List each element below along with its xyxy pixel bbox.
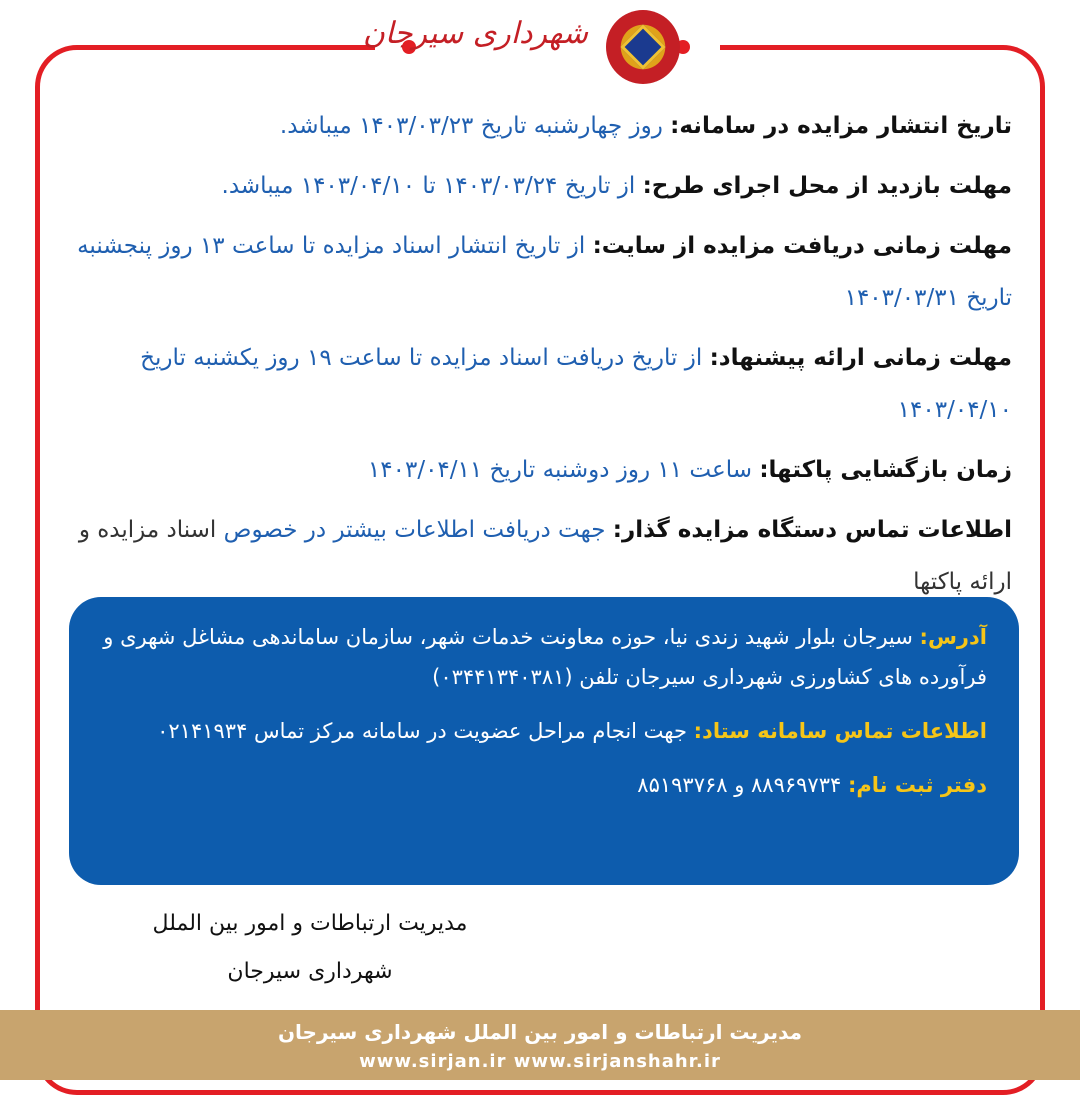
office-block (101, 765, 987, 805)
item-value: روز چهارشنبه تاریخ ۱۴۰۳/۰۳/۲۳ میباشد. (279, 113, 663, 139)
signature (100, 900, 520, 996)
publish-date-item (72, 100, 1012, 152)
opening-time-item (72, 444, 1012, 496)
address-block (101, 617, 987, 697)
proposal-deadline-item (72, 332, 1012, 436)
footer-title: مدیریت ارتباطات و امور بین الملل شهرداری سیرجان (277, 1020, 803, 1044)
office-phones: ۸۸۹۶۹۷۳۴ و ۸۵۱۹۳۷۶۸ (637, 773, 842, 797)
setad-label: اطلاعات تماس سامانه ستاد: (693, 719, 987, 743)
signature-line-2: شهرداری سیرجان (227, 959, 393, 984)
site-visit-item (72, 160, 1012, 212)
signature-line-1: مدیریت ارتباطات و امور بین الملل (152, 911, 468, 936)
item-label: مهلت زمانی دریافت مزایده از سایت: (592, 233, 1012, 259)
item-value: ساعت ۱۱ روز دوشنبه تاریخ ۱۴۰۳/۰۴/۱۱ (367, 457, 753, 483)
address-text: سیرجان بلوار شهید زندی نیا، حوزه معاونت خدمات شهر، سازمان ساماندهی مشاغل شهری و فرآورده های کشاورزی شهرداری سیرجان تلفن (۰۳۴۴۱۳۴۰۳۸۱) (103, 625, 987, 689)
item-label: مهلت بازدید از محل اجرای طرح: (642, 173, 1012, 199)
logo-area (362, 6, 680, 86)
item-value: از تاریخ ۱۴۰۳/۰۳/۲۴ تا ۱۴۰۳/۰۴/۱۰ میباشد. (221, 173, 636, 199)
item-label: زمان بازگشایی پاکتها: (759, 457, 1012, 483)
setad-text: جهت انجام مراحل عضویت در سامانه مرکز تماس ۰۲۱۴۱۹۳۴ (157, 719, 687, 743)
item-label: مهلت زمانی ارائه پیشنهاد: (709, 345, 1012, 371)
item-label: اطلاعات تماس دستگاه مزایده گذار: (612, 517, 1012, 543)
footer-bar (0, 1010, 1080, 1080)
item-value: از تاریخ انتشار اسناد مزایده تا ساعت ۱۳ روز پنجشنبه تاریخ ۱۴۰۳/۰۳/۳۱ (77, 233, 1012, 311)
item-continuation: اسناد مزایده و ارائه پاکتها (78, 517, 1012, 595)
contact-info-item (72, 504, 1012, 608)
footer-websites[interactable]: www.sirjan.ir www.sirjanshahr.ir (359, 1051, 721, 1072)
setad-block (101, 711, 987, 751)
item-label: تاریخ انتشار مزایده در سامانه: (670, 113, 1012, 139)
item-value: جهت دریافت اطلاعات بیشتر در خصوص (223, 517, 606, 543)
municipality-logo-text: شهرداری سیرجان (362, 16, 588, 51)
item-value: از تاریخ دریافت اسناد مزایده تا ساعت ۱۹ روز یکشنبه تاریخ ۱۴۰۳/۰۴/۱۰ (140, 345, 1012, 423)
download-deadline-item (72, 220, 1012, 324)
address-label: آدرس: (919, 625, 987, 649)
contact-box (69, 597, 1019, 885)
announcement-content (72, 100, 1012, 616)
office-label: دفتر ثبت نام: (847, 773, 987, 797)
municipality-seal-icon (606, 10, 680, 84)
